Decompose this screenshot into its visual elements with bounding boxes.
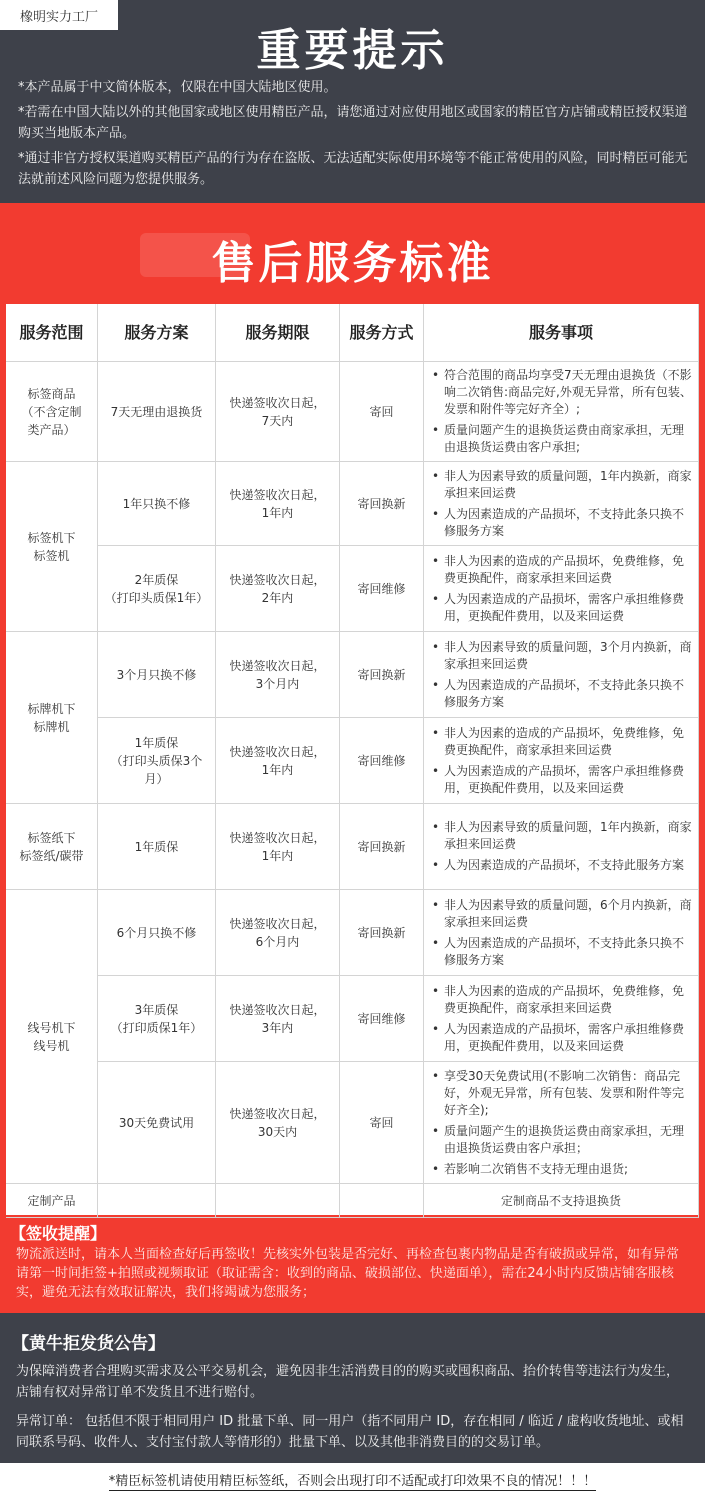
method-cell: 寄回换新 xyxy=(340,632,424,718)
notice-paragraph-1: *本产品属于中文简体版本，仅限在中国大陆地区使用。 xyxy=(18,80,337,95)
list-item: • 人为因素造成的产品损坏，不支持此条只换不修服务方案 xyxy=(432,677,692,711)
notice-paragraph-3: *通过非官方授权渠道购买精臣产品的行为存在盗版、无法适配实际使用环境等不能正常使用的风险，同时精臣可能无法就前述风险问题为您提供服务。 xyxy=(18,151,688,187)
scope-cell: 线号机下 线号机 xyxy=(6,890,98,1184)
scope-cell: 标签机下 标签机 xyxy=(6,462,98,632)
list-item: • 非人为因素导致的质量问题，1年内换新，商家承担来回运费 xyxy=(432,819,692,853)
period-cell: 快递签收次日起， 1年内 xyxy=(216,718,340,804)
after-sales-section xyxy=(0,203,705,1313)
scope-cell: 标签商品 （不含定制 类产品） xyxy=(6,362,98,462)
list-item: • 符合范围的商品均享受7天无理由退换货（不影响二次销售:商品完好,外观无异常，所有包装、发票和附件等完好齐全）; xyxy=(432,367,692,418)
items-list xyxy=(432,464,692,544)
items-list xyxy=(432,549,692,629)
items-cell xyxy=(424,632,699,718)
method-cell: 寄回维修 xyxy=(340,976,424,1062)
items-cell xyxy=(424,976,699,1062)
items-list xyxy=(432,721,692,801)
period-cell: 快递签收次日起， 7天内 xyxy=(216,362,340,462)
method-cell: 寄回换新 xyxy=(340,462,424,546)
plan-cell: 2年质保 （打印头质保1年） xyxy=(98,546,216,632)
table-header-3: 服务期限 xyxy=(216,304,340,362)
period-cell: 快递签收次日起， 3个月内 xyxy=(216,632,340,718)
plan-cell: 3个月只换不修 xyxy=(98,632,216,718)
service-table xyxy=(6,304,699,1215)
items-cell xyxy=(424,1062,699,1184)
period-cell: 快递签收次日起， 1年内 xyxy=(216,804,340,890)
method-cell: 寄回换新 xyxy=(340,804,424,890)
items-list xyxy=(432,815,692,878)
table-header-4: 服务方式 xyxy=(340,304,424,362)
custom-scope-cell: 定制产品 xyxy=(6,1184,98,1218)
plan-cell: 1年质保 （打印头质保3个月） xyxy=(98,718,216,804)
items-list xyxy=(432,979,692,1059)
list-item: • 人为因素造成的产品损坏，不支持此条只换不修服务方案 xyxy=(432,935,692,969)
sign-reminder-title: 【签收提醒】 xyxy=(10,1224,107,1243)
method-cell-empty xyxy=(340,1184,424,1218)
items-cell xyxy=(424,718,699,804)
table-header-2: 服务方案 xyxy=(98,304,216,362)
period-cell-empty xyxy=(216,1184,340,1218)
list-item: • 人为因素造成的产品损坏，不支持此服务方案 xyxy=(432,857,692,874)
notice-paragraph-2: *若需在中国大陆以外的其他国家或地区使用精臣产品，请您通过对应使用地区或国家的精臣官方店铺或精臣授权渠道购买当地版本产品。 xyxy=(18,105,688,141)
scalper-title: 【黄牛拒发货公告】 xyxy=(12,1334,165,1354)
method-cell: 寄回维修 xyxy=(340,718,424,804)
list-item: • 人为因素造成的产品损坏，需客户承担维修费用，更换配件费用，以及来回运费 xyxy=(432,763,692,797)
method-cell: 寄回维修 xyxy=(340,546,424,632)
items-list xyxy=(432,1064,692,1182)
list-item: • 非人为因素导致的质量问题，3个月内换新，商家承担来回运费 xyxy=(432,639,692,673)
list-item: • 非人为因素的造成的产品损坏，免费维修，免费更换配件，商家承担来回运费 xyxy=(432,553,692,587)
method-cell: 寄回换新 xyxy=(340,890,424,976)
list-item: • 质量问题产生的退换货运费由商家承担，无理由退换货运费由客户承担; xyxy=(432,422,692,456)
list-item: • 非人为因素的造成的产品损坏，免费维修，免费更换配件，商家承担来回运费 xyxy=(432,725,692,759)
scalper-paragraph-2: 异常订单： 包括但不限于相同用户 ID 批量下单、同一用户（指不同用户 ID，存在相同 / 临近 / 虚构收货地址、或相同联系号码、收件人、支付宝付款人等情形的）批量下单、以及其他非消费目的的交易订单。 xyxy=(16,1414,684,1450)
list-item: • 质量问题产生的退换货运费由商家承担，无理由退换货运费由客户承担； xyxy=(432,1123,692,1157)
after-sales-title: 售后服务标准 xyxy=(211,238,494,289)
items-list xyxy=(432,635,692,715)
table-header-5: 服务事项 xyxy=(424,304,699,362)
footer-text: *精臣标签机请使用精臣标签纸，否则会出现打印不适配或打印效果不良的情况！！！ xyxy=(109,1470,597,1491)
method-cell: 寄回 xyxy=(340,1062,424,1184)
scalper-notice xyxy=(0,1313,705,1463)
scope-cell: 标签纸下 标签纸/碳带 xyxy=(6,804,98,890)
watermark: 橡明实力工厂 xyxy=(0,0,118,30)
plan-cell: 3年质保 （打印质保1年） xyxy=(98,976,216,1062)
custom-note-cell: 定制商品不支持退换货 xyxy=(424,1184,699,1218)
plan-cell: 1年只换不修 xyxy=(98,462,216,546)
period-cell: 快递签收次日起， 1年内 xyxy=(216,462,340,546)
list-item: • 人为因素造成的产品损坏，需客户承担维修费用，更换配件费用，以及来回运费 xyxy=(432,1021,692,1055)
period-cell: 快递签收次日起， 6个月内 xyxy=(216,890,340,976)
period-cell: 快递签收次日起， 3年内 xyxy=(216,976,340,1062)
plan-cell: 1年质保 xyxy=(98,804,216,890)
items-cell xyxy=(424,546,699,632)
period-cell: 快递签收次日起， 2年内 xyxy=(216,546,340,632)
items-cell xyxy=(424,804,699,890)
plan-cell: 6个月只换不修 xyxy=(98,890,216,976)
items-cell xyxy=(424,362,699,462)
table-header-1: 服务范围 xyxy=(6,304,98,362)
scalper-paragraph-1: 为保障消费者合理购买需求及公平交易机会，避免因非生活消费目的的购买或囤积商品、抬价转售等违法行为发生，店铺有权对异常订单不发货且不进行赔付。 xyxy=(16,1364,680,1400)
list-item: • 享受30天免费试用(不影响二次销售：商品完好，外观无异常，所有包装、发票和附件等完好齐全); xyxy=(432,1068,692,1119)
sign-reminder-text: 物流派送时，请本人当面检查好后再签收！先核实外包装是否完好、再检查包裹内物品是否有破损或异常，如有异常请第一时间拒签+拍照或视频取证（取证需含：收到的商品、破损部位、快递面单），需在24小时内反馈店铺客服核实，避免无法有效取证解决，我们将竭诚为您服务； xyxy=(16,1247,680,1300)
method-cell: 寄回 xyxy=(340,362,424,462)
items-cell xyxy=(424,890,699,976)
items-cell xyxy=(424,462,699,546)
period-cell: 快递签收次日起， 30天内 xyxy=(216,1062,340,1184)
important-notice xyxy=(0,0,705,203)
list-item: • 非人为因素导致的质量问题，1年内换新，商家承担来回运费 xyxy=(432,468,692,502)
footer-warning xyxy=(0,1463,705,1498)
notice-title: 重要提示 xyxy=(256,25,449,76)
list-item: • 非人为因素的造成的产品损坏，免费维修，免费更换配件，商家承担来回运费 xyxy=(432,983,692,1017)
scope-cell: 标牌机下 标牌机 xyxy=(6,632,98,804)
list-item: • 人为因素造成的产品损坏，需客户承担维修费用，更换配件费用，以及来回运费 xyxy=(432,591,692,625)
list-item: • 人为因素造成的产品损坏，不支持此条只换不修服务方案 xyxy=(432,506,692,540)
list-item: • 非人为因素导致的质量问题，6个月内换新，商家承担来回运费 xyxy=(432,897,692,931)
items-list xyxy=(432,363,692,460)
plan-cell: 7天无理由退换货 xyxy=(98,362,216,462)
list-item: • 若影响二次销售不支持无理由退货; xyxy=(432,1161,692,1178)
items-list xyxy=(432,893,692,973)
plan-cell-empty xyxy=(98,1184,216,1218)
plan-cell: 30天免费试用 xyxy=(98,1062,216,1184)
